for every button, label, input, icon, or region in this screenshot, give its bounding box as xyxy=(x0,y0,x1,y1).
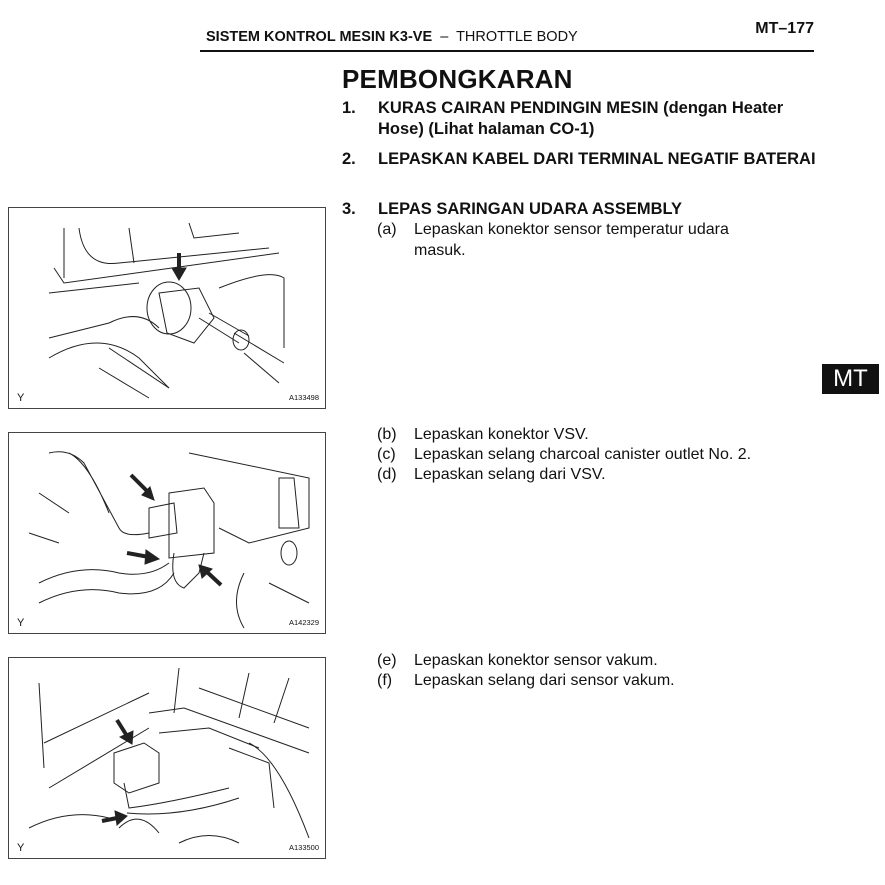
substep-label: (c) xyxy=(377,446,396,463)
engine-illustration xyxy=(9,208,325,408)
substep-text: Lepaskan konektor sensor vakum. xyxy=(414,652,658,669)
figure-vsv-connector-hoses xyxy=(8,432,326,634)
figure-vacuum-sensor-connector xyxy=(8,657,326,859)
step-number: 1. xyxy=(342,99,356,117)
figure-corner-label: Y xyxy=(17,617,25,629)
substep-text-continued: masuk. xyxy=(414,242,466,259)
substep-label: (f) xyxy=(377,672,393,689)
page-header xyxy=(200,20,814,52)
substep-text: Lepaskan selang charcoal canister outlet No. 2. xyxy=(414,446,752,463)
section-title: PEMBONGKARAN xyxy=(342,64,573,94)
section-tab-mt: MT xyxy=(822,364,879,394)
figure-code: A142329 xyxy=(288,618,319,627)
figure-intake-air-temp-connector xyxy=(8,207,326,409)
page-number: MT–177 xyxy=(755,20,814,37)
figure-corner-label: Y xyxy=(17,842,25,854)
substep-text: Lepaskan selang dari sensor vakum. xyxy=(414,672,675,689)
substep-label: (d) xyxy=(377,466,397,483)
step-number: 3. xyxy=(342,200,356,218)
figure-code: A133500 xyxy=(288,843,319,852)
step-number: 2. xyxy=(342,150,356,168)
header-title xyxy=(206,29,578,45)
substep-text: Lepaskan konektor VSV. xyxy=(414,426,589,443)
header-title-regular: THROTTLE BODY xyxy=(456,29,578,45)
substep-label: (a) xyxy=(377,221,397,238)
substep-text: Lepaskan selang dari VSV. xyxy=(414,466,606,483)
engine-illustration xyxy=(9,658,325,858)
step-text: KURAS CAIRAN PENDINGIN MESIN (dengan Heater Hose) (Lihat halaman CO-1) xyxy=(378,99,784,138)
figure-code: A133498 xyxy=(288,393,319,402)
step-text: LEPASKAN KABEL DARI TERMINAL NEGATIF BATERAI xyxy=(378,150,816,168)
substep-label: (e) xyxy=(377,652,397,669)
header-title-bold: SISTEM KONTROL MESIN K3-VE xyxy=(206,29,433,45)
step-text: LEPAS SARINGAN UDARA ASSEMBLY xyxy=(378,200,683,218)
header-separator: – xyxy=(440,29,449,45)
substep-text: Lepaskan konektor sensor temperatur udara xyxy=(414,221,729,238)
engine-illustration xyxy=(9,433,325,633)
figure-corner-label: Y xyxy=(17,392,25,404)
substep-label: (b) xyxy=(377,426,397,443)
